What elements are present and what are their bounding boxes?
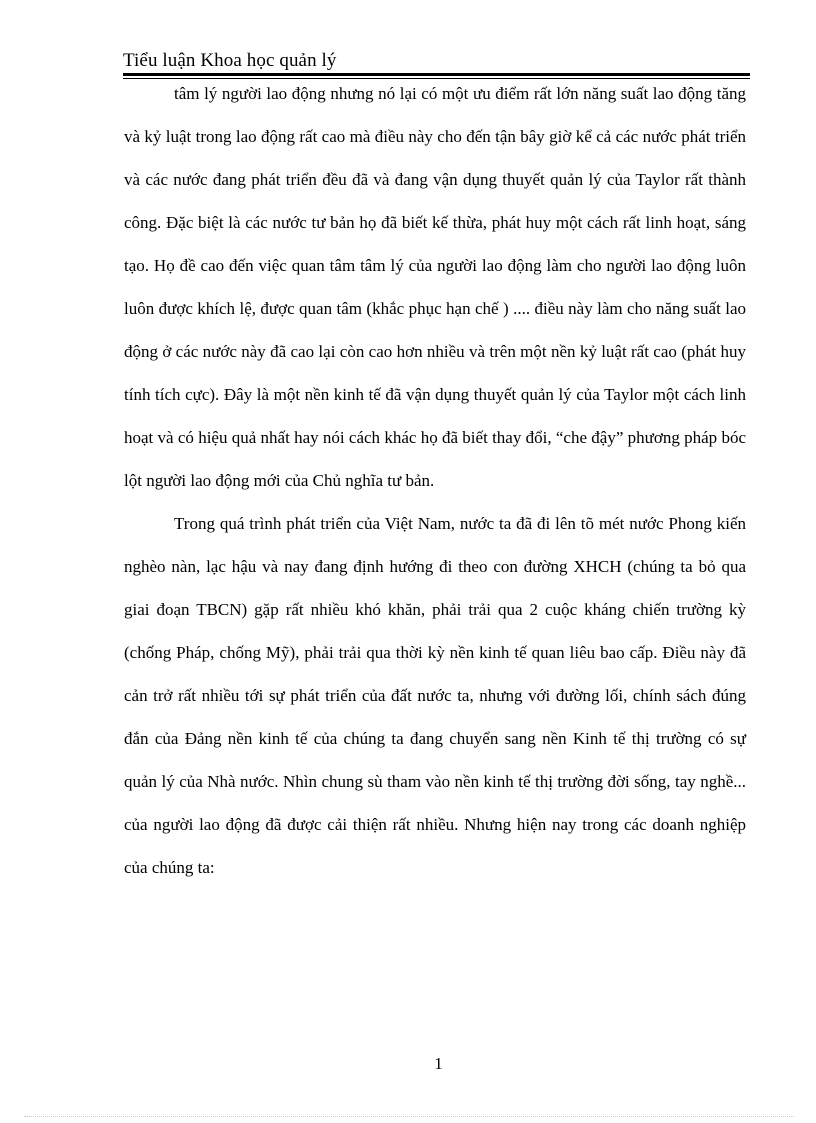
paragraph-2: Trong quá trình phát triển của Việt Nam, nước ta đã đi lên tõ mét nước Phong kiến nghèo nàn, lạc hậu và nay đang định hướng đi theo con đường XHCH (chúng ta bỏ qua giai đoạn TBCN) gặp rất nhiều khó khăn, phải trải qua 2 cuộc kháng chiến trường kỳ (chống Pháp, chống Mỹ), phải trải qua thời kỳ nền kinh tế quan liêu bao cấp. Điều này đã cản trở rất nhiều tới sự phát triển của đất nước ta, nhưng với đường lối, chính sách đúng đắn của Đảng nền kinh tế của chúng ta đang chuyển sang nền Kinh tế thị trường có sự quản lý của Nhà nước. Nhìn chung sù tham vào nền kinh tế thị trường đời sống, tay nghề... của người lao động đã được cải thiện rất nhiều. Nhưng hiện nay trong các doanh nghiệp của chúng ta: xyxy=(124,514,746,877)
paragraph-1: tâm lý người lao động nhưng nó lại có một ưu điểm rất lớn năng suất lao động tăng và kỷ luật trong lao động rất cao mà điều này cho đến tận bây giờ kể cả các nước phát triển và các nước đang phát triển đều đã và đang vận dụng thuyết quản lý của Taylor rất thành công. Đặc biệt là các nước tư bản họ đã biết kế thừa, phát huy một cách rất linh hoạt, sáng tạo. Họ đề cao đến việc quan tâm tâm lý của người lao động làm cho người lao động luôn luôn được khích lệ, được quan tâm (khắc phục hạn chế ) .... điều này làm cho năng suất lao động ở các nước này đã cao lại còn cao hơn nhiều và trên một nền kỷ luật rất cao (phát huy tính tích cực). Đây là một nền kinh tế đã vận dụng thuyết quản lý của Taylor một cách linh hoạt và có hiệu quả nhất hay nói cách khác họ đã biết thay đổi, “che đậy” phương pháp bóc lột người lao động mới của Chủ nghĩa tư bản. xyxy=(124,84,746,490)
header-title: Tiểu luận Khoa học quản lý xyxy=(123,50,337,71)
document-body xyxy=(124,72,746,889)
page-number: 1 xyxy=(434,1054,443,1073)
footer-divider xyxy=(24,1116,794,1117)
